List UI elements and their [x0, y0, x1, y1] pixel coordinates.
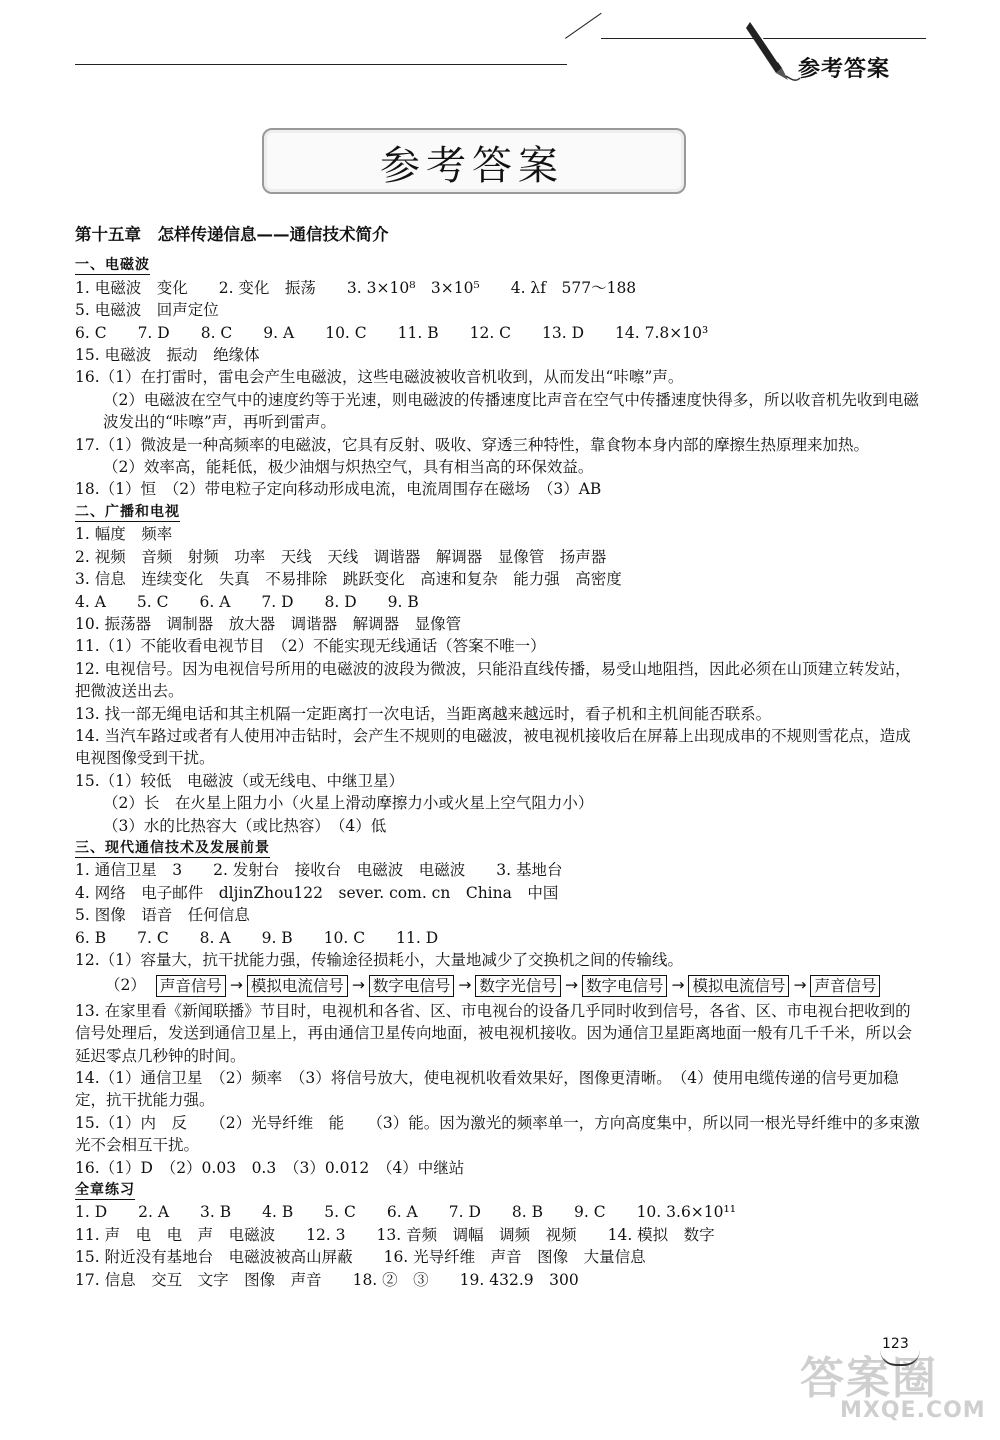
answer-line: 12.（1）容量大，抗干扰能力强，传输途径损耗小，大量地减少了交换机之间的传输线。: [75, 951, 684, 969]
header-rule-left: [75, 64, 567, 65]
answer-line: 1. 通信卫星 3 2. 发射台 接收台 电磁波 电磁波 3. 基地台: [75, 861, 563, 880]
section-heading-2: 二、广播和电视: [75, 503, 180, 520]
answer-line: （2）电磁波在空气中的速度约等于光速，则电磁波的传播速度比声音在空气中传播速度快得多，所以收音机先收到电磁波发出的“咔嚓”声，再听到雷声。: [103, 390, 919, 432]
answer-line: （3）水的比热容大（或比热容） （4）低: [103, 816, 387, 835]
section-heading-4: 全章练习: [75, 1182, 135, 1199]
chapter-title: 第十五章 怎样传递信息——通信技术简介: [75, 225, 389, 244]
flow-arrow: →: [229, 976, 243, 995]
answer-line: 4. 网络 电子邮件 dljinZhou122 sever. com. cn China 中国: [75, 883, 559, 902]
answer-line: 13. 找一部无绳电话和其主机隔一定距离打一次电话，当距离越来越远时，看子机和主机间能否联系。: [75, 704, 772, 723]
section-heading-1: 一、电磁波: [75, 257, 150, 274]
answer-line: 5. 图像 语音 任何信息: [75, 906, 250, 925]
pen-icon: [742, 16, 802, 86]
flow-box: 模拟电流信号: [688, 975, 789, 997]
header-title: 参考答案: [798, 57, 891, 82]
flow-arrow: →: [671, 976, 685, 995]
answer-line: 2. 视频 音频 射频 功率 天线 天线 调谐器 解调器 显像管 扬声器: [75, 547, 607, 566]
answer-line: 11. 声 电 电 声 电磁波 12. 3 13. 音频 调幅 调频 视频 14. 模拟 数字: [75, 1225, 715, 1244]
answer-line: 12. 电视信号。因为电视信号所用的电磁波的波段为微波，只能沿直线传播，易受山地阻挡，因此必须在山顶建立转发站，把微波送出去。: [75, 659, 911, 701]
answer-line: 3. 信息 连续变化 失真 不易排除 跳跃变化 高速和复杂 能力强 高密度: [75, 570, 622, 589]
flow-box: 声音信号: [156, 975, 226, 997]
section-heading-3: 三、现代通信技术及发展前景: [75, 839, 270, 856]
answer-line: 14. 当汽车路过或者有人使用冲击钻时，会产生不规则的电磁波，被电视机接收后在屏幕上出现成串的不规则雪花点，造成电视图像受到干扰。: [75, 726, 911, 768]
answer-line: 6. B 7. C 8. A 9. B 10. C 11. D: [75, 928, 439, 947]
answer-line: 16.（1）D （2）0.03 0.3 （3）0.012 （4）中继站: [75, 1158, 465, 1177]
flow-arrow: →: [458, 976, 472, 995]
answer-line: 4. A 5. C 6. A 7. D 8. D 9. B: [75, 592, 419, 611]
page-number: 123: [882, 1336, 909, 1352]
flow-label: （2）: [105, 976, 146, 995]
flow-box: 数字电信号: [582, 975, 668, 997]
answer-line: 1. 幅度 频率: [75, 525, 173, 544]
flow-arrow: →: [793, 976, 807, 995]
flow-arrow: →: [351, 976, 365, 995]
answer-line: 14.（1）通信卫星 （2）频率 （3）将信号放大，使电视机收看效果好，图像更清晰。 （4）使用电缆传递的信号更加稳定，抗干扰能力强。: [75, 1069, 899, 1110]
answer-line: 17.（1）微波是一种高频率的电磁波，它具有反射、吸收、穿透三种特性，靠食物本身内部的摩擦生热原理来加热。: [75, 435, 870, 454]
watermark-url: MXQE.COM: [840, 1398, 986, 1423]
answer-line: 15.（1）较低 电磁波（或无线电、中继卫星）: [75, 771, 405, 790]
answer-line: 6. C 7. D 8. C 9. A 10. C 11. B 12. C 13. D 14. 7.8×10³: [75, 323, 709, 342]
flow-box: 声音信号: [810, 975, 880, 997]
answer-line: 18.（1）恒 （2）带电粒子定向移动形成电流，电流周围存在磁场 （3）AB: [75, 480, 602, 499]
answer-line: 15. 附近没有基地台 电磁波被高山屏蔽 16. 光导纤维 声音 图像 大量信息: [75, 1248, 646, 1267]
banner-title: 参考答案: [380, 143, 564, 189]
answer-content: [75, 224, 925, 1291]
answer-line: 17. 信息 交互 文字 图像 声音 18. ② ③ 19. 432.9 300: [75, 1270, 579, 1289]
title-banner: [262, 128, 682, 190]
answer-line: 1. 电磁波 变化 2. 变化 振荡 3. 3×10⁸ 3×10⁵ 4. λf 577～188: [75, 278, 637, 297]
answer-line: 15.（1）内 反 （2）光导纤维 能 （3）能。因为激光的频率单一，方向高度集中，所以同一根光导纤维中的多束激光不会相互干扰。: [75, 1113, 920, 1155]
flow-box: 模拟电流信号: [247, 975, 348, 997]
answer-line: 11.（1）不能收看电视节目 （2）不能实现无线通话（答案不唯一）: [75, 637, 546, 656]
answer-line: 15. 电磁波 振动 绝缘体: [75, 346, 260, 365]
flow-arrow: →: [564, 976, 578, 995]
answer-line: （2）长 在火星上阻力小（火星上滑动摩擦力小或火星上空气阻力小）: [103, 794, 594, 813]
header-rule-slant: [565, 13, 602, 39]
flow-box: 数字光信号: [475, 975, 561, 997]
flow-box: 数字电信号: [369, 975, 455, 997]
answer-line: 13. 在家里看《新闻联播》节目时，电视机和各省、区、市电视台的设备几乎同时收到信号，各省、区、市电视台把收到的信号处理后，发送到通信卫星上，再由通信卫星传向地面，被电视机接收。因为通信卫星距离地面一般有几千千米，所以会延迟零点几秒钟的时间。: [75, 1001, 913, 1065]
answer-line: 1. D 2. A 3. B 4. B 5. C 6. A 7. D 8. B 9. C 10. 3.6×10¹¹: [75, 1203, 736, 1222]
signal-flow-diagram: [75, 974, 925, 996]
answer-line: 16.（1）在打雷时，雷电会产生电磁波，这些电磁波被收音机收到，从而发出“咔嚓”声。: [75, 368, 684, 387]
answer-line: （2）效率高，能耗低，极少油烟与炽热空气，具有相当高的环保效益。: [103, 458, 594, 477]
answer-line: 10. 振荡器 调制器 放大器 调谐器 解调器 显像管: [75, 614, 462, 633]
answer-line: 5. 电磁波 回声定位: [75, 301, 219, 320]
watermark-logo: 答案圈: [800, 1353, 938, 1404]
